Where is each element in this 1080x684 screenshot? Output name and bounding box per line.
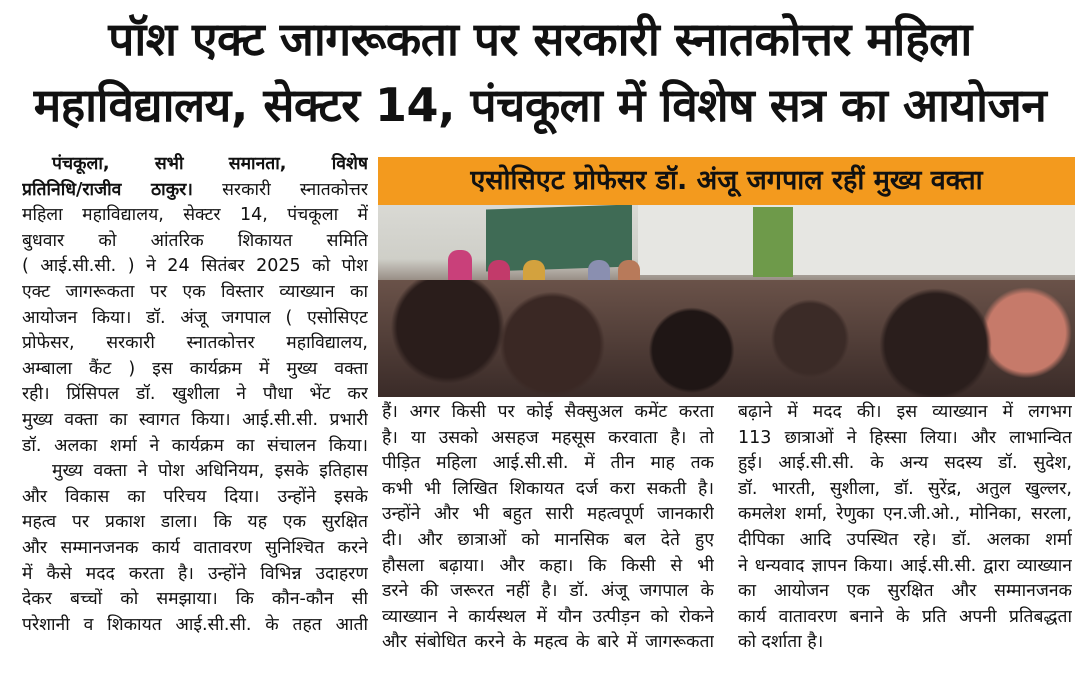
text-line: कार्य वातावरण बनाने के प्रति अपनी प्रतिबद्धता [738, 606, 1072, 627]
text-line: 113 छात्राओं ने हिस्सा लिया। और लाभान्वित [738, 427, 1072, 448]
text-line: एक्ट जागरूकता पर एक विस्तार व्याख्यान का [22, 281, 368, 302]
event-photo [378, 205, 1075, 397]
text-line: हुई। आई.सी.सी. के अन्य सदस्य डॉ. सुदेश, [738, 453, 1072, 474]
text-line: पीड़ित महिला आई.सी.सी. में तीन माह तक [382, 453, 714, 474]
subheading: एसोसिएट प्रोफेसर डॉ. अंजू जगपाल रहीं मुख्य वक्ता [378, 157, 1075, 205]
text-line: बढ़ाने में मदद की। इस व्याख्यान में लगभग [738, 402, 1072, 422]
text-line: व्याख्यान ने कार्यस्थल में यौन उत्पीड़न को रोकने [382, 606, 714, 627]
photo-board [486, 205, 632, 272]
text-line: है। या उसको असहज महसूस करवाता है। तो [382, 427, 714, 448]
article-column-2 [382, 400, 714, 656]
text-line: मुख्य वक्ता का स्वागत किया। आई.सी.सी. प्रभारी [22, 409, 368, 430]
text-line: देकर बच्चों को समझाया। कि कौन-कौन सी [22, 589, 368, 610]
text-line: महत्व पर प्रकाश डाला। कि यह एक सुरक्षित [22, 512, 368, 533]
text-line: ने धन्यवाद ज्ञापन किया। आई.सी.सी. द्वारा व्याख्यान [738, 555, 1072, 576]
text-line: मुख्य वक्ता ने पोश अधिनियम, इसके इतिहास [52, 461, 368, 482]
photo-audience [378, 280, 1075, 397]
article-column-1 [22, 152, 368, 638]
text-line: डरने की जरूरत नहीं है। डॉ. अंजू जगपाल के [382, 581, 714, 602]
text-line: और सम्मानजनक कार्य वातावरण सुनिश्चित करने [22, 537, 368, 558]
text-line: डॉ. भारती, सुशीला, डॉ. सुरेंद्र, अतुल खुल्लर, [738, 478, 1072, 499]
text-line: हैं। अगर किसी पर कोई सैक्सुअल कमेंट करता [382, 402, 714, 422]
headline-line-2: महाविद्यालय, सेक्टर 14, पंचकूला में विशेष सत्र का आयोजन [33, 78, 1047, 132]
text-line: रही। प्रिंसिपल डॉ. खुशीला ने पौधा भेंट कर [22, 384, 368, 405]
text-line: में कैसे मदद करता है। उन्होंने विभिन्न उदाहरण [22, 563, 368, 584]
body-text: सरकारी स्नातकोत्तर [192, 179, 368, 200]
text-line: परेशानी व शिकायत आई.सी.सी. के तहत आती [22, 614, 368, 635]
text-line: डॉ. अलका शर्मा ने कार्यक्रम का संचालन किया। [22, 435, 368, 456]
text-line: का आयोजन एक सुरक्षित और सम्मानजनक [738, 581, 1072, 602]
text-line: ( आई.सी.सी. ) ने 24 सितंबर 2025 को पोश [22, 256, 368, 277]
dateline: पंचकूला, सभी समानता, विशेष [52, 154, 368, 174]
text-line: बुधवार को आंतरिक शिकायत समिति [22, 230, 368, 251]
text-line: प्रोफेसर, सरकारी स्नातकोत्तर महाविद्यालय, [22, 333, 368, 354]
text-line: दी। और छात्राओं को मानसिक बल देते हुए [382, 529, 714, 550]
article-column-3 [738, 400, 1072, 656]
photo-wall [638, 205, 1075, 275]
text-line: हौसला बढ़ाया। और कहा। कि किसी से भी [382, 555, 714, 576]
byline: प्रतिनिधि/राजीव ठाकुर। [22, 179, 193, 200]
text-line: आयोजन किया। डॉ. अंजू जगपाल ( एसोसिएट [22, 307, 368, 328]
text-line: कभी भी लिखित शिकायत दर्ज करा सकती है। [382, 478, 714, 499]
text-line: और विकास का परिचय दिया। उन्होंने इसके [22, 486, 368, 507]
text-line: उन्होंने और भी बहुत सारी महत्वपूर्ण जानकारी [382, 504, 714, 525]
photo-door [753, 207, 793, 277]
text-line: कमलेश शर्मा, रेणुका एन.जी.ओ., मोनिका, सरला, [738, 504, 1072, 525]
text-line: दीपिका आदि उपस्थित रहे। डॉ. अलका शर्मा [738, 529, 1072, 550]
text-line: और संबोधित करने के महत्व के बारे में जागरूकता [382, 632, 714, 653]
text-line: महिला महाविद्यालय, सेक्टर 14, पंचकूला में [22, 205, 368, 226]
dateline-byline [22, 178, 368, 204]
headline [0, 6, 1080, 138]
text-line: अम्बाला कैंट ) इस कार्यक्रम में मुख्य वक्ता [22, 358, 368, 379]
headline-line-1: पॉश एक्ट जागरूकता पर सरकारी स्नातकोत्तर महिला [108, 12, 972, 66]
text-line: को दर्शाता है। [738, 632, 824, 653]
